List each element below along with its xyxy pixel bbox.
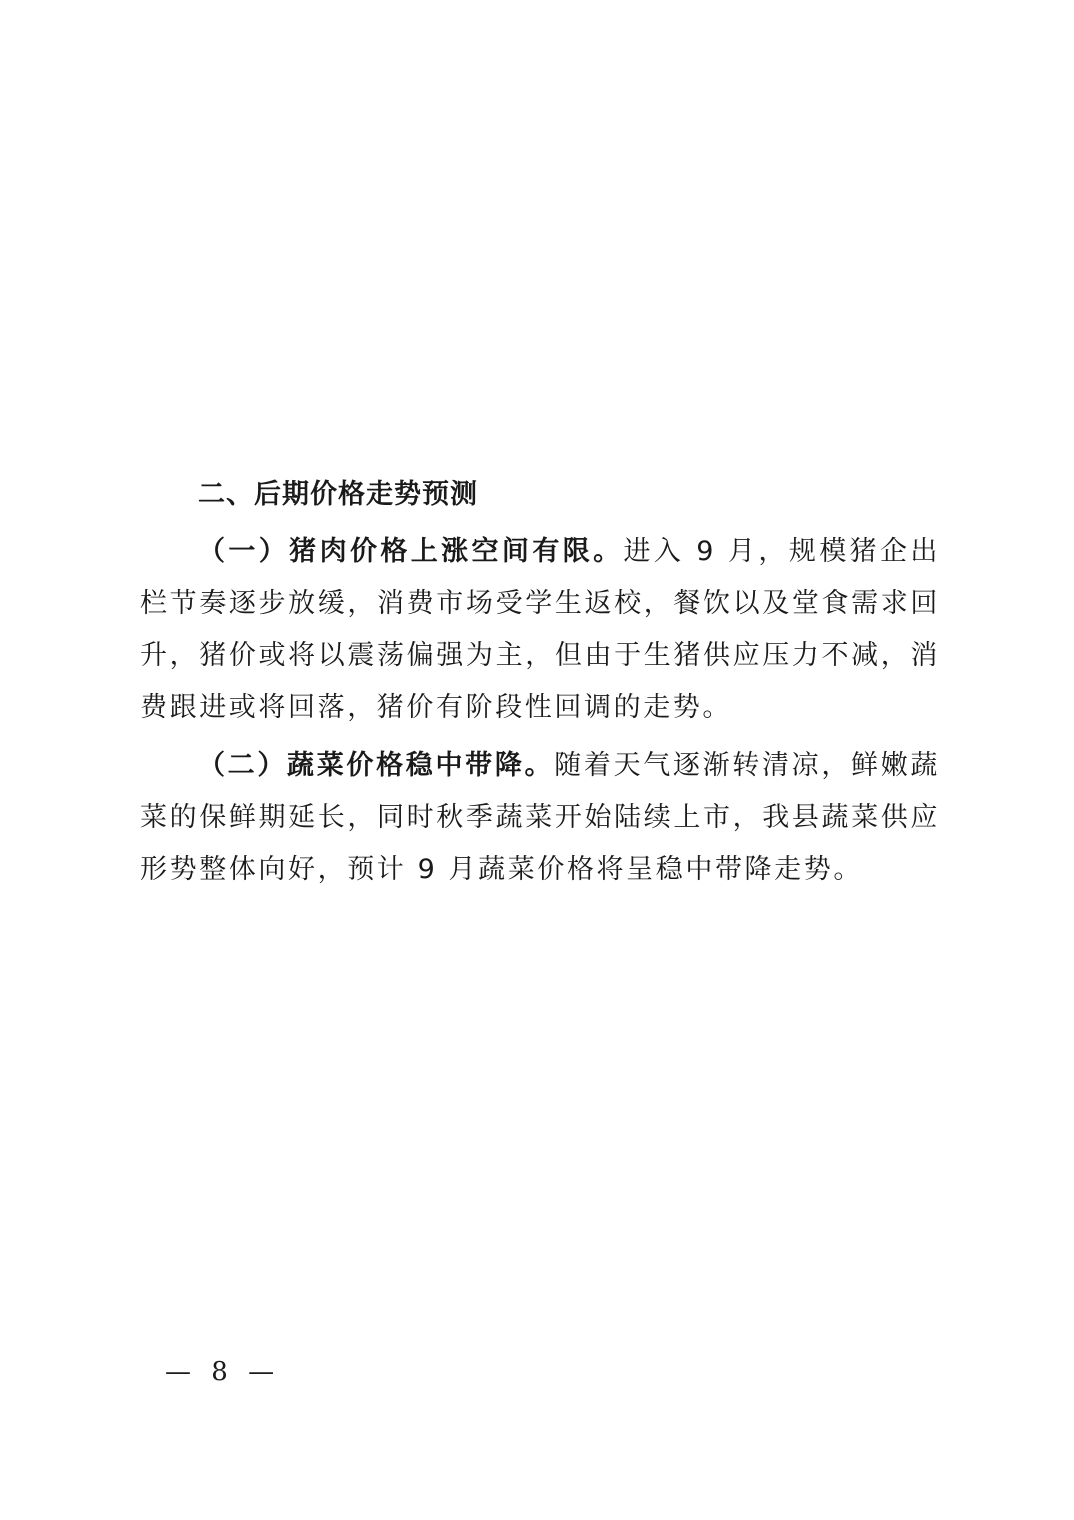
paragraph-body: 进入 9 月，规模猪企出栏节奏逐步放缓，消费市场受学生返校，餐饮以及堂食需求回升，猪价或将以震荡偏强为主，但由于生猪供应压力不减，消费跟进或将回落，猪价有阶段性回调的走势。 (140, 536, 940, 723)
paragraph-pork-price (140, 526, 940, 734)
section-heading: 二、后期价格走势预测 (198, 479, 478, 510)
paragraph-vegetable-price (140, 740, 940, 896)
page-number: — 8 — (165, 1357, 281, 1387)
document-body (140, 470, 940, 902)
paragraph-lead: （二）蔬菜价格稳中带降。 (198, 750, 555, 781)
paragraph-body: 随着天气逐渐转清凉，鲜嫩蔬菜的保鲜期延长，同时秋季蔬菜开始陆续上市，我县蔬菜供应形势整体向好，预计 9 月蔬菜价格将呈稳中带降走势。 (140, 750, 940, 885)
paragraph-lead: （一）猪肉价格上涨空间有限。 (198, 536, 624, 567)
